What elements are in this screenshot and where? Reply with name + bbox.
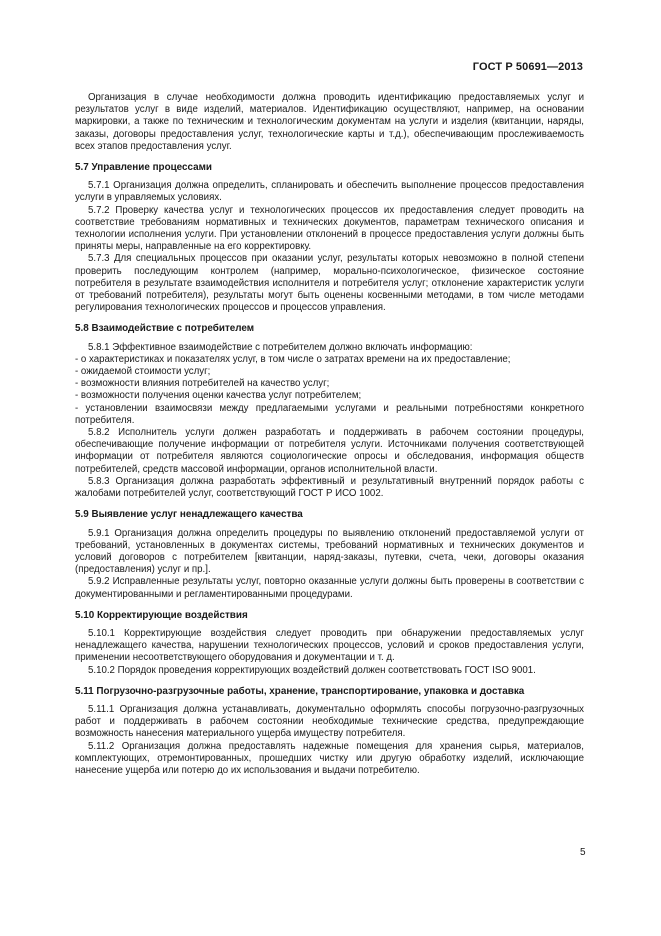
section-5-10-title: 5.10 Корректирующие воздействия xyxy=(75,609,248,621)
list-item: - установлении взаимосвязи между предлагаемыми услугами и реальными потребностями конкретного потребителя. xyxy=(75,402,584,426)
list-item: - возможности влияния потребителей на качество услуг; xyxy=(75,378,330,390)
intro-paragraph: Организация в случае необходимости должна проводить идентификацию предоставляемых услуг и результатов услуг в виде изделий, материалов. Идентификацию осуществляют, например, на основании маркировки, а также по техническим и технологическим документам на услуги и изделия (квитанции, наряды, заказы, договоры предоставления услуг, технологические карты и т.д.), обеспечивающим прослеживаемость всех этапов предоставления услуг. xyxy=(75,92,584,152)
page-number: 5 xyxy=(580,847,586,858)
paragraph-5-7-1: 5.7.1 Организация должна определить, спланировать и обеспечить выполнение процессов предоставления услуги в управляемых условиях. xyxy=(75,180,584,204)
section-5-9-title: 5.9 Выявление услуг ненадлежащего качества xyxy=(75,509,303,521)
paragraph-5-9-2: 5.9.2 Исправленные результаты услуг, повторно оказанные услуги должны быть проверены в соответствии с документированными и регламентированными процедурами. xyxy=(75,576,584,600)
document-body xyxy=(75,92,584,777)
paragraph-5-9-1: 5.9.1 Организация должна определить процедуры по выявлению отклонений предоставляемой услуги от требований, установленных в документах системы, требований нормативных и технических документов и условий договоров с потребителем [квитанции, наряд-заказы, путевки, счета, чеки, договоры оказания (предоставления) услуг и пр.]. xyxy=(75,527,584,576)
paragraph-5-8-3: 5.8.3 Организация должна разработать эффективный и результативный внутренний порядок работы с жалобами потребителей услуг, соответствующий ГОСТ Р ИСО 1002. xyxy=(75,475,584,500)
list-item: - ожидаемой стоимости услуг; xyxy=(75,366,211,378)
document-header: ГОСТ Р 50691—2013 xyxy=(472,61,583,73)
list-item: - возможности получения оценки качества услуг потребителем; xyxy=(75,390,362,402)
paragraph-5-8-2: 5.8.2 Исполнитель услуги должен разработать и поддерживать в рабочем состоянии процедуры, обеспечивающие получение информации от потребителя услуги. Источниками получения соответствующей информации от потребителя являются социологические опросы и обследования, информация обществ потребителей, средств массовой информации, органов исполнительной власти. xyxy=(75,427,584,475)
paragraph-5-11-1: 5.11.1 Организация должна устанавливать, документально оформлять способы погрузочно-разгрузочных работ и поддерживать в рабочем состоянии необходимые технические средства, предупреждающие возможность нанесения материального ущерба имуществу потребителя. xyxy=(75,703,584,740)
section-5-11-title: 5.11 Погрузочно-разгрузочные работы, хранение, транспортирование, упаковка и доставка xyxy=(75,685,525,697)
paragraph-5-11-2: 5.11.2 Организация должна предоставлять надежные помещения для хранения сырья, материалов, комплектующих, отремонтированных, прошедших чистку или другую обработку изделий, исключающие нанесение ущерба или потерю до их использования и выдачи потребителю. xyxy=(75,740,584,776)
section-5-7-title: 5.7 Управление процессами xyxy=(75,162,213,174)
paragraph-5-10-1: 5.10.1 Корректирующие воздействия следует проводить при обнаружении предоставляемых услуг ненадлежащего качества, нарушении технологических процессов, условий и сроков предоставления услуги, применении несоответствующего оборудования и документации и т. д. xyxy=(75,627,584,664)
paragraph-5-10-2: 5.10.2 Порядок проведения корректирующих воздействий должен соответствовать ГОСТ ISO 9001. xyxy=(88,664,536,676)
paragraph-5-8-1: 5.8.1 Эффективное взаимодействие с потребителем должно включать информацию: xyxy=(88,341,473,353)
section-5-8-title: 5.8 Взаимодействие с потребителем xyxy=(75,323,255,335)
list-item: - о характеристиках и показателях услуг, в том числе о затратах времени на их предоставление; xyxy=(75,353,511,365)
paragraph-5-7-3: 5.7.3 Для специальных процессов при оказании услуг, результаты которых невозможно в полной степени проверить последующим контролем (например, морально-психологическое, физическое состояние потребителя в результате взаимодействия исполнителя и потребителя услуг; отклонение характеристик услуги от требований потребителя), результаты могут быть оценены косвенными методами, в том числе методами регулирования технологических процессов и процессов управления. xyxy=(75,253,584,314)
paragraph-5-7-2: 5.7.2 Проверку качества услуг и технологических процессов их предоставления следует проводить на соответствие требованиям нормативных и технических документов, параметрам технического описания и технологии исполнения услуги. При установлении отклонений в процессе предоставления услуги должны быть приняты меры, направленные на его корректировку. xyxy=(75,204,584,253)
